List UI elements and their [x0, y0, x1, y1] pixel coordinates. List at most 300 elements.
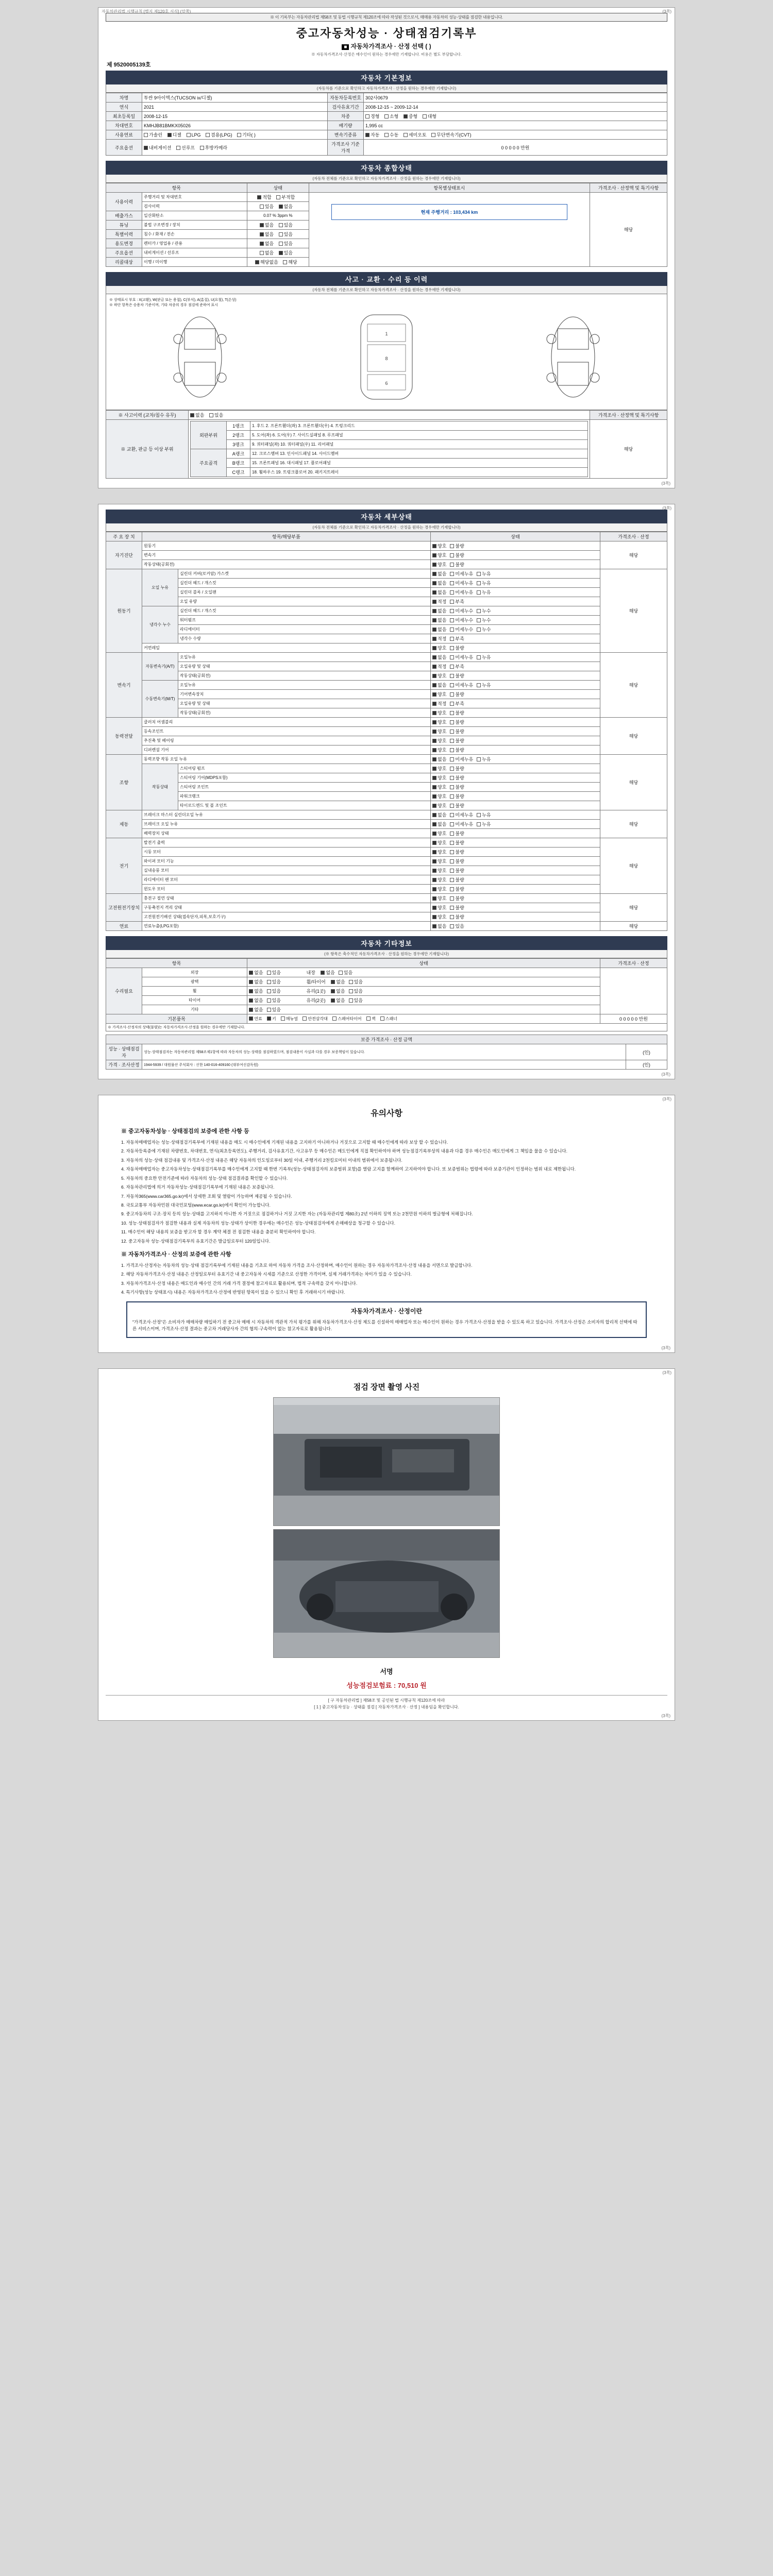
opt-good[interactable]: 양호 — [432, 849, 446, 855]
opt-bad[interactable]: 불량 — [450, 709, 464, 716]
part-radiator-fan: 라디에이터 팬 모터 — [142, 875, 431, 885]
opt-none-2[interactable]: 없음 — [321, 969, 334, 976]
opt-none[interactable]: 없음 — [432, 682, 446, 688]
opt-none[interactable]: 없음 — [432, 589, 446, 596]
opt-good[interactable]: 양호 — [432, 719, 446, 725]
state-charging-port — [431, 894, 600, 903]
page-title: 중고자동차성능 · 상태점검기록부 — [296, 27, 477, 40]
label-basic-items: 기본품목 — [106, 1014, 247, 1024]
opt-none[interactable]: 없음 — [432, 607, 446, 614]
opt-exists-2[interactable]: 있음 — [349, 997, 363, 1004]
opt-bad[interactable]: 불량 — [450, 784, 464, 790]
opt-slight[interactable]: 미세누유 — [450, 580, 473, 586]
option-rearcam[interactable]: 후방카메라 — [200, 144, 227, 151]
other-bottom-note: ※ 가격조사·산정자의 상태(불량)는 자동차가격조사·산정을 원하는 경우에만 기재합니다. — [106, 1024, 667, 1031]
opt-good[interactable]: 양호 — [432, 747, 446, 753]
document-number: 제 9520005139호 — [107, 62, 151, 69]
opt-good[interactable]: 양호 — [432, 913, 446, 920]
opt-good[interactable]: 양호 — [432, 886, 446, 892]
opt-special-no[interactable]: 없음 — [260, 231, 274, 238]
opt-good[interactable]: 양호 — [432, 774, 446, 781]
opt-none[interactable]: 없음 — [249, 978, 263, 985]
opt-majoropt-no[interactable]: 없음 — [260, 249, 274, 256]
opt-none-2[interactable]: 없음 — [331, 978, 345, 985]
opt-insp-yes[interactable]: 있음 — [260, 203, 274, 210]
part-blower-motor: 실내송풍 모터 — [142, 866, 431, 875]
label-first-registration: 최초등록일 — [106, 112, 142, 121]
part-mt-oil-level: 오일유량 및 상태 — [178, 699, 431, 708]
option-trans-cvt[interactable]: 무단변속기(CVT) — [431, 131, 471, 138]
opt-bad[interactable]: 불량 — [450, 645, 464, 651]
item-interior: 내장 — [306, 970, 315, 976]
opt-jack[interactable]: 잭 — [366, 1016, 376, 1022]
subtitle-text: 자동차가격조사 · 산정 선택 ( ) — [350, 43, 431, 50]
opt-leak[interactable]: 누유 — [477, 580, 491, 586]
row-majoropt: 주요옵션 — [106, 248, 142, 258]
option-body-compact[interactable]: 소형 — [384, 113, 398, 120]
opt-good[interactable]: 양호 — [432, 645, 446, 651]
state-wheel — [247, 987, 600, 996]
price-engine: 해당 — [600, 569, 667, 653]
opt-bad[interactable]: 불량 — [450, 913, 464, 920]
opt-exists[interactable]: 있음 — [267, 1006, 281, 1013]
notice-s1-title: ※ 중고자동차성능 · 상태점검의 보증에 관한 사항 등 — [121, 1128, 249, 1135]
state-blower-motor — [431, 866, 600, 875]
opt-leak[interactable]: 누수 — [477, 617, 491, 623]
state-polish — [247, 977, 600, 987]
value-carname: 투싼 9아이엑스(TUCSON ix/디젤) — [142, 93, 328, 103]
section-detail-title: 자동차 세부상태 — [106, 510, 667, 523]
opt-good[interactable]: 양호 — [432, 793, 446, 800]
opt-good[interactable]: 양호 — [432, 895, 446, 902]
opt-usage-ng[interactable]: 부적합 — [276, 194, 295, 200]
opt-bad[interactable]: 불량 — [450, 904, 464, 911]
opt-slight[interactable]: 미세누유 — [450, 570, 473, 577]
part-brake-oil: 브레이크 오일 누유 — [142, 820, 431, 829]
opt-spanner[interactable]: 스패너 — [380, 1016, 397, 1022]
item-glass-1: 유리(1곳) — [306, 989, 326, 994]
state-alternator — [431, 838, 600, 848]
car-views — [109, 308, 664, 406]
svg-text:6: 6 — [385, 381, 388, 386]
notice-item: 5. 자동차의 중요한 안전기준에 따라 자동차의 성능·상태 점검결과를 확인할 수 있습니다. — [121, 1175, 288, 1181]
page2-corner: (3쪽) — [661, 1072, 670, 1077]
opt-good[interactable]: 양호 — [432, 552, 446, 558]
row-usage-history: 사용이력 — [106, 193, 142, 211]
state-coolant-level — [431, 634, 600, 643]
opt-none[interactable]: 없음 — [432, 617, 446, 623]
section-accident-title: 사고 · 교환 · 수리 등 이력 — [106, 272, 667, 286]
notice-item: 11. 매수인이 해당 내용의 보증을 받고자 할 경우 계약 체결 전 점검한 내용을 충분히 확인하여야 합니다. — [121, 1229, 316, 1235]
page-1 — [98, 7, 675, 488]
th-part: 항목/해당부품 — [142, 532, 431, 541]
opt-usechange-no[interactable]: 없음 — [260, 240, 274, 247]
opt-none-2[interactable]: 없음 — [331, 997, 345, 1004]
opt-none[interactable]: 없음 — [432, 580, 446, 586]
opt-slight[interactable]: 미세누유 — [450, 654, 473, 660]
notice-body — [106, 1127, 667, 1296]
opt-recall-na[interactable]: 해당없음 — [255, 259, 278, 265]
option-trans-manual[interactable]: 수동 — [384, 131, 398, 138]
opt-adequate[interactable]: 적정 — [432, 663, 446, 670]
warranty-table — [106, 1035, 667, 1070]
opt-adequate[interactable]: 적정 — [432, 700, 446, 707]
group-steering: 조향 — [106, 755, 142, 810]
label-accident: ※ 사고이력 (교차/침수 유무) — [106, 411, 189, 420]
opt-exists[interactable]: 있음 — [267, 997, 281, 1004]
opt-bad[interactable]: 불량 — [450, 886, 464, 892]
opt-leak[interactable]: 누수 — [477, 626, 491, 633]
opt-slight[interactable]: 미세누수 — [450, 617, 473, 623]
opt-none[interactable]: 없음 — [432, 923, 446, 929]
state-at-idle — [431, 671, 600, 681]
opt-none[interactable]: 없음 — [432, 570, 446, 577]
accident-history-table — [106, 410, 667, 479]
photo-engine-svg — [274, 1398, 500, 1526]
callout-text: "가격조사·산정"은 소비자가 매매차량 매입하기 전 중고차 매매 시 자동차의 객관적 가치 평가를 위해 자동차가격조사·산정 제도를 신설하여 매매업자 또는 매수인이 원하는 경우 가격조사·산정을 받을 수 있도록 하고 있습니다. 가격조사·산정은 소비자의 합리적 선택에 따른 서비스이며, 가격조사·산정 결과는 중고차 거래당사자 간의 협의·구속력이 없는 참고자료로 활용됩니다. — [132, 1319, 637, 1332]
corner-right-note: (3쪽) — [662, 9, 671, 14]
opt-majoropt-yes[interactable]: 있음 — [279, 249, 293, 256]
opt-none[interactable]: 없음 — [249, 969, 263, 976]
accident-price-value: 해당 — [590, 420, 667, 479]
part-wiper-motor: 와이퍼 모터 기능 — [142, 857, 431, 866]
rank-table — [190, 421, 588, 477]
opt-accident-yes[interactable]: 있음 — [209, 412, 223, 418]
opt-exists[interactable]: 있음 — [267, 988, 281, 994]
car-view-front — [534, 313, 612, 401]
page2-corner-right: (3쪽) — [662, 506, 671, 511]
part-head-gasket: 실린더 헤드 / 개스킷 — [178, 579, 431, 588]
footer-line-1: [ 구 자동차관리법 ] 제58조 및 공인된 법 시행규칙 제120조에 따라 — [328, 1698, 445, 1703]
opt-none[interactable]: 없음 — [432, 626, 446, 633]
option-fuel-gasoline[interactable]: 가솔린 — [144, 131, 162, 138]
th-item: 항목 — [106, 183, 247, 193]
part-water-pump: 워터펌프 — [178, 616, 431, 625]
opt-exists[interactable]: 있음 — [267, 978, 281, 985]
option-fuel-diesel[interactable]: 디젤 — [167, 131, 181, 138]
part-idle-diag: 작동상태(공회전) — [142, 560, 431, 569]
th-warranty-title: 보증 가격조사 · 산정 금액 — [106, 1035, 667, 1044]
opt-slight[interactable]: 미세누유 — [450, 821, 473, 827]
page-note: ※ 자동차가격조사·산정은 매수인이 원하는 경우에만 기재합니다. 비용은 별도 부담합니다. — [311, 52, 462, 57]
opt-low[interactable]: 부족 — [450, 635, 464, 642]
label-outer-panel: 외판부위 — [191, 421, 227, 449]
value-fuel — [142, 130, 328, 140]
opt-good[interactable]: 양호 — [432, 867, 446, 874]
label-price-survey: 가격 · 조사산정 — [106, 1060, 142, 1070]
opt-none[interactable]: 없음 — [249, 988, 263, 994]
th-price: 가격조사 · 산정액 및 특기사항 — [590, 183, 667, 193]
row-special-detail: 침수 / 화재 / 전손 — [142, 230, 247, 239]
row-tuning: 튜닝 — [106, 221, 142, 230]
state-engine-diag — [431, 541, 600, 551]
state-exterior — [247, 968, 600, 977]
sub-steer-operation: 작동상태 — [142, 764, 178, 810]
photo-engine-bay — [273, 1397, 500, 1526]
part-rocker-gasket: 실린더 커버(로커암) 가스켓 — [178, 569, 431, 579]
option-fuel-lpg[interactable]: LPG — [187, 132, 201, 138]
state-rocker-gasket — [431, 569, 600, 579]
group-self-diagnosis: 자기진단 — [106, 541, 142, 569]
notice-item: 7. 자동차365(www.car365.go.kr)에서 상세한 조회 및 열람이 가능하며 제공될 수 있습니다. — [121, 1193, 292, 1199]
opt-bad[interactable]: 불량 — [450, 765, 464, 772]
opt-bad[interactable]: 불량 — [450, 830, 464, 837]
opt-slight[interactable]: 미세누유 — [450, 682, 473, 688]
value-first-registration: 2008-12-15 — [142, 112, 328, 121]
photo-underbody-svg — [274, 1530, 500, 1658]
rank1-items: 1. 후드 2. 프론트휀더(좌) 3. 프론트휀더(우) 4. 트렁크리드 — [250, 421, 588, 431]
label-rank-a: A랭크 — [227, 449, 250, 459]
option-trans-auto[interactable]: 자동 — [365, 131, 379, 138]
part-window-motor: 윈도우 모터 — [142, 885, 431, 894]
opt-exists-2[interactable]: 있음 — [349, 978, 363, 985]
other-info-table — [106, 958, 667, 1031]
opt-none[interactable]: 없음 — [249, 1006, 263, 1013]
opt-low[interactable]: 부족 — [450, 663, 464, 670]
notice-item: 1. 자동차매매업자는 성능·상태점검기록부에 기재된 내용을 매도 시 매수인에게 기재된 내용을 고지하기 아니하거나 거짓으로 고지할 때 매수인에게 따라 보상 할 수 있습니다. — [121, 1139, 448, 1145]
opt-insp-no[interactable]: 없음 — [279, 203, 293, 210]
part-engine-diag: 원동기 — [142, 541, 431, 551]
th-other-item: 항목 — [106, 959, 247, 968]
opt-bad[interactable]: 불량 — [450, 737, 464, 744]
opt-leak[interactable]: 누유 — [477, 570, 491, 577]
label-price-base: 가격조사 기준가격 — [328, 140, 364, 156]
opt-bad[interactable]: 불량 — [450, 876, 464, 883]
opt-good[interactable]: 양호 — [432, 709, 446, 716]
opt-spare[interactable]: 스페어타이어 — [332, 1016, 361, 1022]
opt-slight[interactable]: 미세누유 — [450, 589, 473, 596]
sub-coolant-leak: 냉각수 누수 — [142, 606, 178, 643]
state-common-rail — [431, 643, 600, 653]
th-accident-price: 가격조사 · 산정액 및 특기사항 — [590, 411, 667, 420]
label-rank1: 1랭크 — [227, 421, 250, 431]
notice-item: 10. 성능·상태점검자가 점검한 내용과 실제 자동차의 성능·상태가 상이한 경우에는 매수인은 성능·상태점검자에게 손해배상을 청구할 수 있습니다. — [121, 1220, 395, 1226]
row-usage-history-state — [247, 193, 309, 202]
value-body-type — [364, 112, 667, 121]
opt-none[interactable]: 없음 — [249, 997, 263, 1004]
page-3 — [98, 1095, 675, 1353]
part-mt-idle: 작동상태(공회전) — [178, 708, 431, 718]
opt-bad[interactable]: 불량 — [450, 543, 464, 549]
part-radiator: 라디에이터 — [178, 625, 431, 634]
opt-bad[interactable]: 불량 — [450, 802, 464, 809]
group-powertrain: 동력전달 — [106, 718, 142, 755]
opt-accident-no[interactable]: 없음 — [190, 412, 204, 418]
part-gear-shift: 기어변속장치 — [178, 690, 431, 699]
notice-item: 1. 가격조사·산정자는 자동차의 성능·상태 점검기록부에 기재된 내용을 기초로 하여 자동차 가격을 조사·산정하며, 매수인이 원하는 경우 자동차가격조사·산정 내용을 서면으로 발급합니다. — [121, 1262, 473, 1268]
opt-leak[interactable]: 누유 — [477, 756, 491, 762]
opt-exists-2[interactable]: 있음 — [349, 988, 363, 994]
row-emission-sub: 일산화탄소 — [142, 211, 247, 221]
basic-info-table — [106, 93, 667, 156]
opt-good[interactable]: 양호 — [432, 561, 446, 568]
state-brake-oil — [431, 820, 600, 829]
state-etc — [247, 1005, 600, 1014]
opt-good[interactable]: 양호 — [432, 858, 446, 865]
opt-slight[interactable]: 미세누유 — [450, 811, 473, 818]
opt-leak[interactable]: 누유 — [477, 589, 491, 596]
part-block-oilpan: 실린더 블록 / 오일팬 — [178, 588, 431, 597]
page-4 — [98, 1368, 675, 1721]
opt-good[interactable]: 양호 — [432, 728, 446, 735]
option-trans-semi[interactable]: 세미오토 — [404, 131, 427, 138]
opt-bad[interactable]: 불량 — [450, 691, 464, 698]
opt-bad[interactable]: 불량 — [450, 719, 464, 725]
label-body-type: 차종 — [328, 112, 364, 121]
opt-good[interactable]: 양호 — [432, 765, 446, 772]
opt-bad[interactable]: 불량 — [450, 793, 464, 800]
opt-good[interactable]: 양호 — [432, 691, 446, 698]
opt-none[interactable]: 없음 — [432, 811, 446, 818]
state-window-motor — [431, 885, 600, 894]
opt-good[interactable]: 양호 — [432, 672, 446, 679]
opt-slight[interactable]: 미세누수 — [450, 607, 473, 614]
state-steering-gear — [431, 773, 600, 783]
opt-manual[interactable]: 메뉴얼 — [281, 1016, 298, 1022]
state-master-cylinder — [431, 810, 600, 820]
opt-none-2[interactable]: 없음 — [331, 988, 345, 994]
svg-text:8: 8 — [385, 356, 388, 362]
state-mt-oil-level — [431, 699, 600, 708]
opt-none[interactable]: 없음 — [432, 654, 446, 660]
opt-tuning-no[interactable]: 없음 — [260, 222, 274, 228]
opt-good[interactable]: 양호 — [432, 839, 446, 846]
rank3-items: 9. 쿼터패널(좌) 10. 쿼터패널(우) 11. 리어패널 — [250, 440, 588, 449]
row-recall: 리콜대상 — [106, 258, 142, 267]
opt-low[interactable]: 부족 — [450, 700, 464, 707]
exchange-detail — [189, 420, 590, 479]
part-clutch: 클러치 어셈블리 — [142, 718, 431, 727]
opt-good[interactable]: 양호 — [432, 737, 446, 744]
opt-adequate[interactable]: 적정 — [432, 598, 446, 605]
page1-corner: (3쪽) — [661, 481, 670, 486]
opt-usechange-yes[interactable]: 있음 — [279, 240, 293, 247]
notice-item: 8. 국토교통부 자동차민원 대국민포털(www.ecar.go.kr)에서 확인이 가능합니다. — [121, 1202, 271, 1208]
opt-leak[interactable]: 누유 — [477, 682, 491, 688]
opt-leak[interactable]: 누수 — [477, 607, 491, 614]
row-recall-state — [247, 258, 309, 267]
opt-bad[interactable]: 불량 — [450, 728, 464, 735]
option-body-large[interactable]: 대형 — [423, 113, 436, 120]
part-differential: 디퍼렌셜 기어 — [142, 745, 431, 755]
opt-adequate[interactable]: 적정 — [432, 635, 446, 642]
state-oil-level — [431, 597, 600, 606]
opt-good[interactable]: 양호 — [432, 784, 446, 790]
opt-bad[interactable]: 불량 — [450, 895, 464, 902]
part-starter: 시동 모터 — [142, 848, 431, 857]
value-inspection: 2008-12-15 ~ 2009-12-14 — [364, 103, 667, 112]
opt-tuning-yes[interactable]: 있음 — [279, 222, 293, 228]
sub-auto-trans: 자동변속기(A/T) — [142, 653, 178, 681]
overall-detail-cell — [309, 193, 590, 267]
part-propeller-shaft: 추진축 및 베어링 — [142, 736, 431, 745]
value-basic-price: 0 0 0 0 0 만원 — [600, 1014, 667, 1024]
opt-recall-yes[interactable]: 해당 — [283, 259, 297, 265]
row-usechange: 용도변경 — [106, 239, 142, 248]
opt-exists-2[interactable]: 있음 — [339, 969, 352, 976]
sub-manual-trans: 수동변속기(M/T) — [142, 681, 178, 718]
state-clutch — [431, 718, 600, 727]
opt-bad[interactable]: 불량 — [450, 774, 464, 781]
notice-item: 12. 중고자동차 성능·상태점검기록부의 유효기간은 발급일로부터 120일입니다. — [121, 1238, 271, 1244]
opt-good[interactable]: 양호 — [432, 830, 446, 837]
opt-leak[interactable]: 누유 — [477, 654, 491, 660]
opt-bad[interactable]: 불량 — [450, 561, 464, 568]
opt-bad[interactable]: 불량 — [450, 867, 464, 874]
option-fuel-etc[interactable]: 기타( ) — [237, 131, 256, 138]
opt-good[interactable]: 양호 — [432, 543, 446, 549]
opt-none[interactable]: 없음 — [432, 756, 446, 762]
label-vin: 차대번호 — [106, 121, 142, 130]
row-emission: 배출가스 — [106, 211, 142, 221]
inspection-fee: 성능점검보험료 : 70,510 원 — [346, 1682, 427, 1689]
state-propeller-shaft — [431, 736, 600, 745]
label-inner-frame: 주요골격 — [191, 449, 227, 477]
opt-good[interactable]: 양호 — [432, 876, 446, 883]
state-fuel-leak — [431, 922, 600, 931]
part-common-rail: 커먼레일 — [142, 643, 431, 653]
value-options — [142, 140, 328, 156]
option-fuel-dual[interactable]: 겸용(LPG) — [206, 131, 232, 138]
mileage-box — [331, 204, 567, 220]
opt-fuel[interactable]: 연료 — [249, 1016, 262, 1022]
part-alternator: 발전기 출력 — [142, 838, 431, 848]
opt-bad[interactable]: 불량 — [450, 672, 464, 679]
opt-good[interactable]: 양호 — [432, 802, 446, 809]
opt-exists[interactable]: 있음 — [450, 923, 464, 929]
opt-bad[interactable]: 불량 — [450, 747, 464, 753]
opt-bad[interactable]: 불량 — [450, 858, 464, 865]
opt-exists[interactable]: 있음 — [267, 969, 281, 976]
opt-slight[interactable]: 미세누유 — [450, 756, 473, 762]
state-at-oil-level — [431, 662, 600, 671]
opt-bad[interactable]: 불량 — [450, 552, 464, 558]
price-transmission: 해당 — [600, 653, 667, 718]
car-left-svg — [161, 313, 239, 401]
part-coolant-head: 실린더 헤드 / 개스킷 — [178, 606, 431, 616]
opt-triangle[interactable]: 안전삼각대 — [303, 1016, 328, 1022]
opt-bad[interactable]: 불량 — [450, 839, 464, 846]
option-body-small[interactable]: 경형 — [365, 113, 379, 120]
page-subtitle — [106, 42, 667, 50]
opt-none[interactable]: 없음 — [432, 821, 446, 827]
opt-good[interactable]: 양호 — [432, 904, 446, 911]
value-year: 2021 — [142, 103, 328, 112]
opt-key[interactable]: 키 — [267, 1016, 276, 1022]
opt-usage-ok[interactable]: 적합 — [257, 194, 271, 200]
price-powertrain: 해당 — [600, 718, 667, 755]
label-carname: 차명 — [106, 93, 142, 103]
opt-special-yes[interactable]: 있음 — [279, 231, 293, 238]
part-mt-oil-leak: 오일누유 — [178, 681, 431, 690]
state-booster — [431, 829, 600, 838]
option-body-mid[interactable]: 중형 — [404, 113, 417, 120]
row-tuning-state — [247, 221, 309, 230]
opt-low[interactable]: 부족 — [450, 598, 464, 605]
opt-leak[interactable]: 누유 — [477, 811, 491, 818]
part-fuel-leak: 연료누출(LPG포함) — [142, 922, 431, 931]
notice-item: 2. 해당 자동차가격조사·산정 내용은 산정일로부터 유효기간 내 중고자동차 시세를 기준으로 산정한 가격이며, 실제 거래가격과는 차이가 있을 수 있습니다. — [121, 1272, 412, 1277]
svg-text:1: 1 — [385, 331, 388, 337]
rank-b-items: 15. 프론트패널 16. 대시패널 17. 플로어패널 — [250, 459, 588, 468]
section-other-note: (※ 항목은 축수적인 자동차가격조사 · 산정을 원하는 경우에만 기재합니다) — [106, 950, 667, 958]
option-nav[interactable]: 내비게이션 — [144, 144, 171, 151]
notice-s3-title: ※ 자동차가격조사 · 산정의 보증에 관한 사항 — [121, 1251, 231, 1258]
opt-slight[interactable]: 미세누수 — [450, 626, 473, 633]
opt-leak[interactable]: 누유 — [477, 821, 491, 827]
option-sunroof[interactable]: 선루프 — [176, 144, 195, 151]
opt-bad[interactable]: 불량 — [450, 849, 464, 855]
